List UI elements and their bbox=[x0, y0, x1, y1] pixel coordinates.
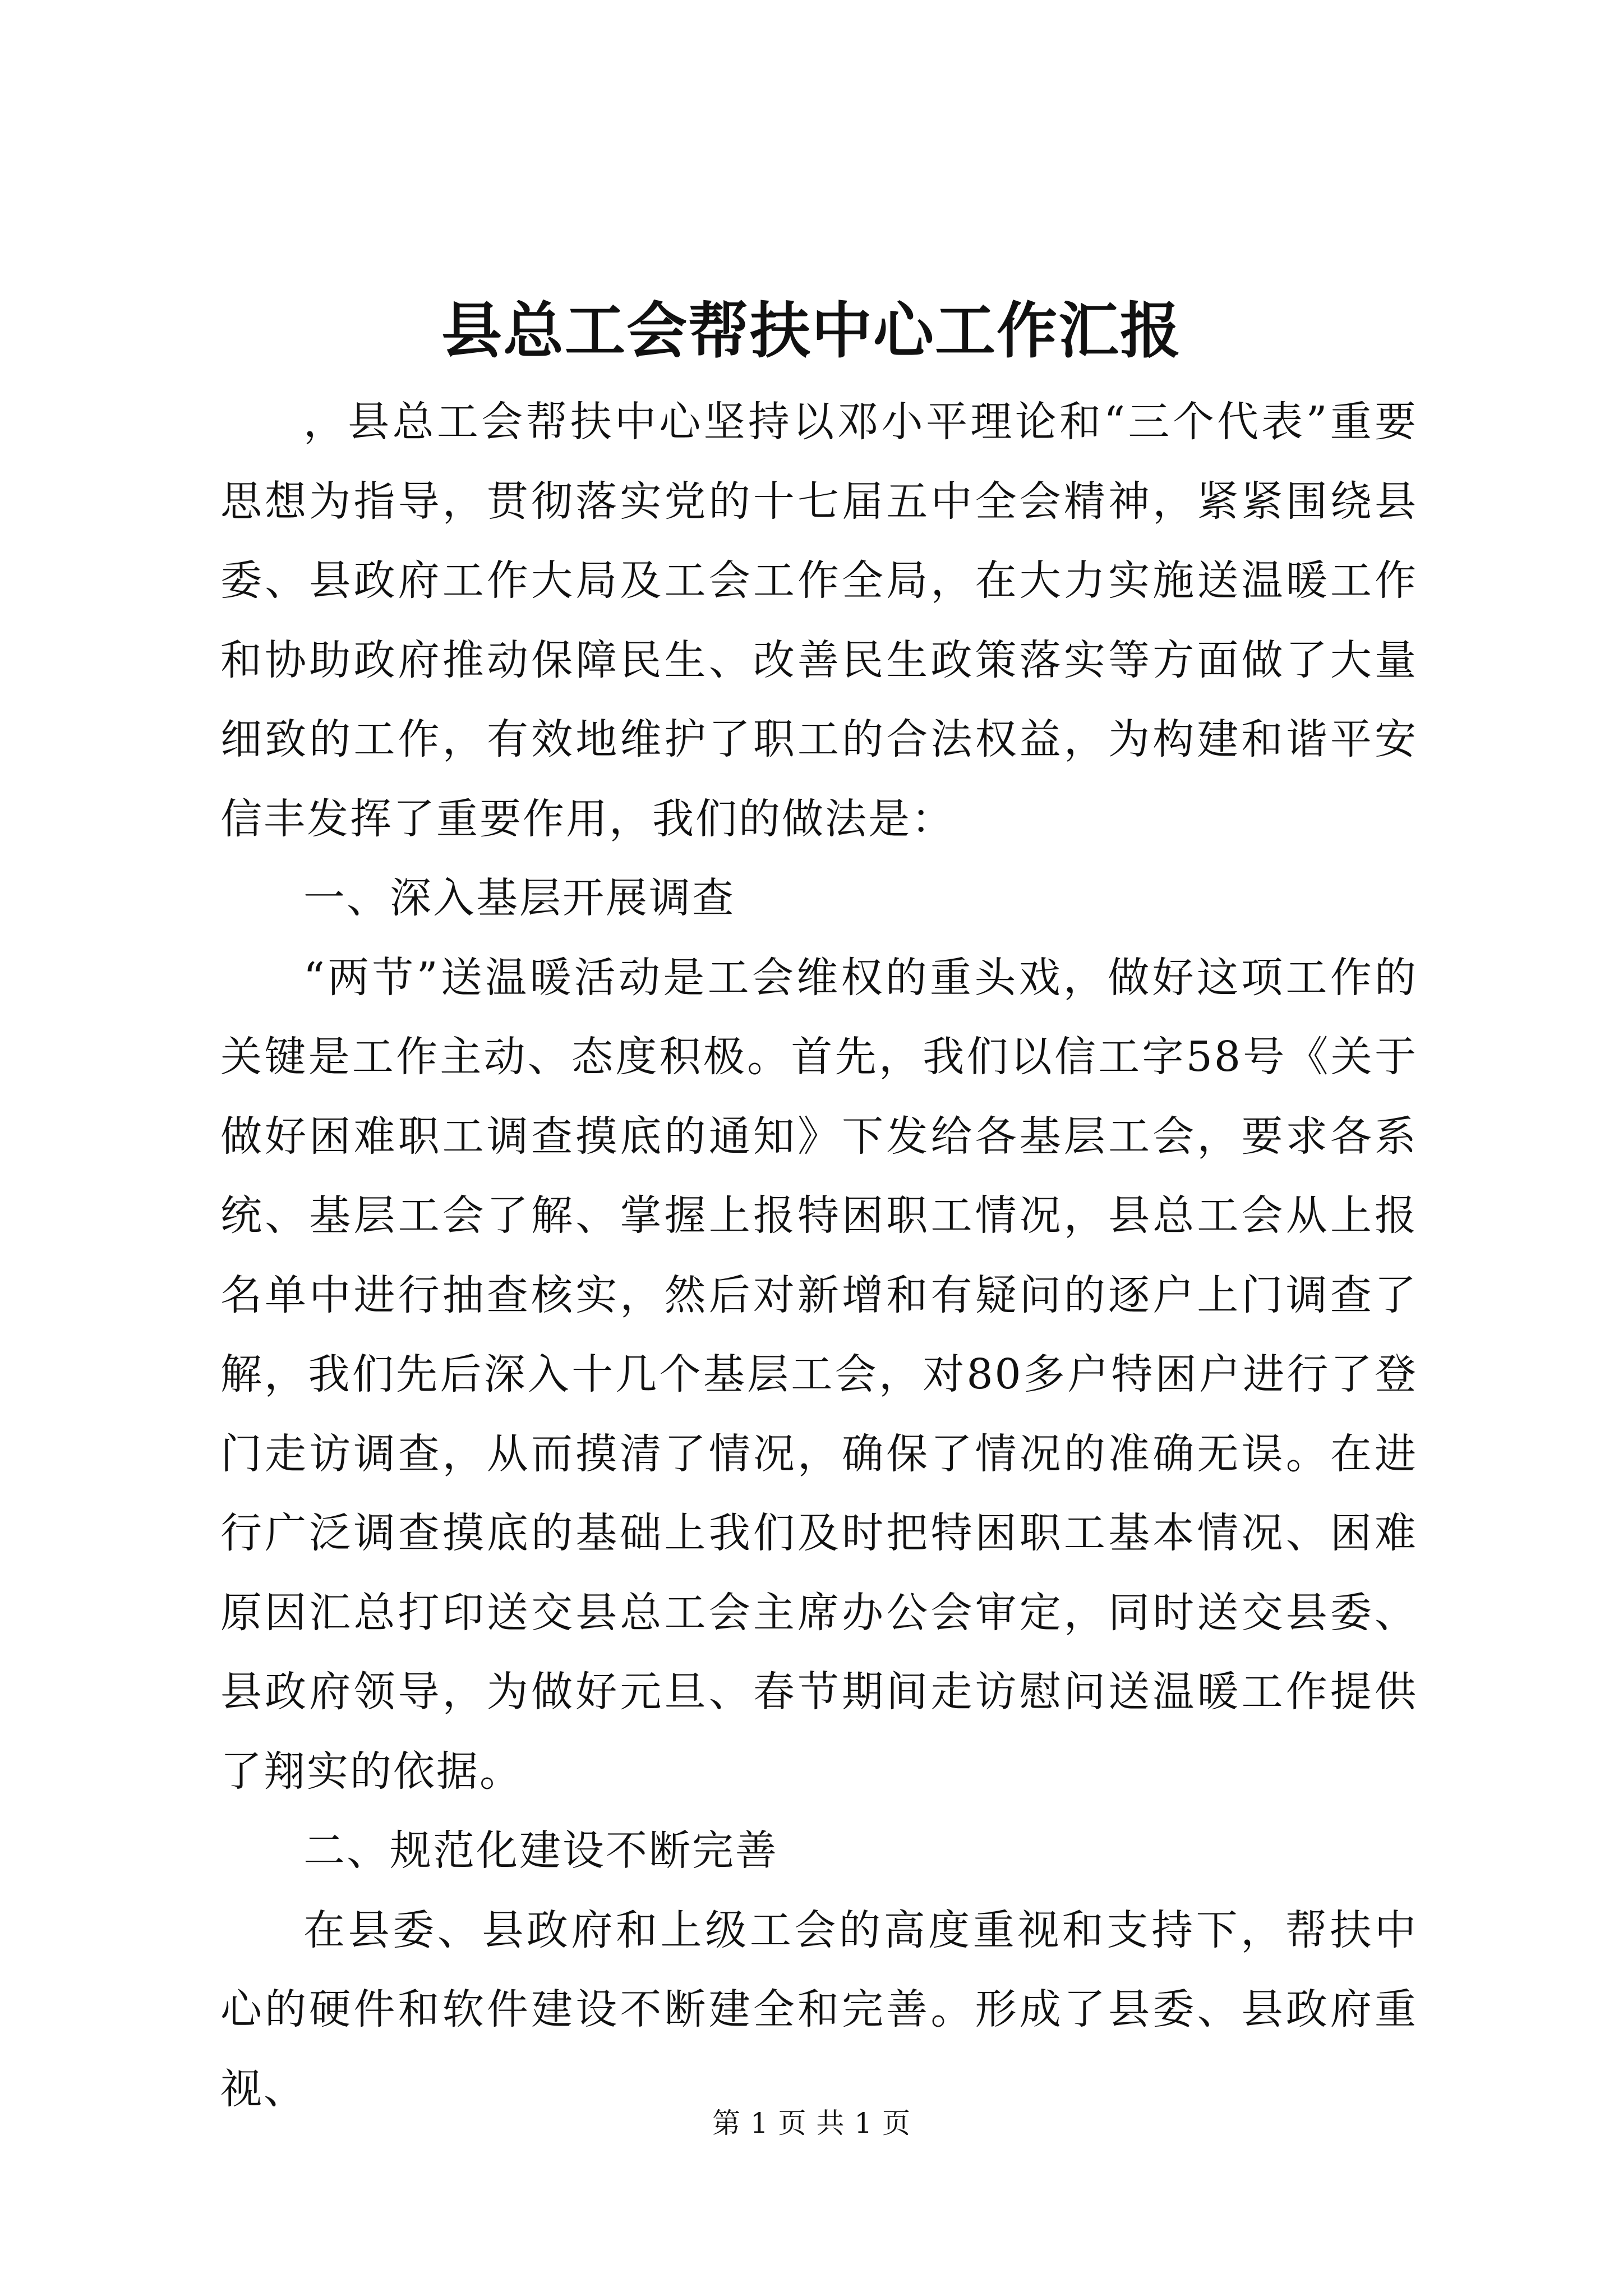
section-heading-2: 二、规范化建设不断完善 bbox=[303, 1826, 778, 1875]
document-title: 县总工会帮扶中心工作汇报 bbox=[441, 296, 1182, 366]
page-number-footer: 第 1 页 共 1 页 bbox=[712, 2107, 911, 2139]
intro-paragraph: ，县总工会帮扶中心坚持以邓小平理论和“三个代表”重要思想为指导，贯彻落实党的十七届五中全会精神，紧紧围绕县委、县政府工作大局及工会工作全局，在大力实施送温暖工作和协助政府推动保障民生、改善民生政策落实等方面做了大量细致的工作，有效地维护了职工的合法权益，为构建和谐平安信丰发挥了重要作用，我们的做法是： bbox=[220, 398, 1418, 843]
section-1-paragraph: “两节”送温暖活动是工会维权的重头戏，做好这项工作的关键是工作主动、态度积极。首先，我们以信工字58号《关于做好困难职工调查摸底的通知》下发给各基层工会，要求各系统、基层工会了解、掌握上报特困职工情况，县总工会从上报名单中进行抽查核实，然后对新增和有疑问的逐户上门调查了解，我们先后深入十几个基层工会，对80多户特困户进行了登门走访调查，从而摸清了情况，确保了情况的准确无误。在进行广泛调查摸底的基础上我们及时把特困职工基本情况、困难原因汇总打印送交县总工会主席办公会审定，同时送交县委、县政府领导，为做好元旦、春节期间走访慰问送温暖工作提供了翔实的依据。 bbox=[220, 953, 1418, 1796]
document-body bbox=[220, 383, 1418, 2129]
section-heading-1: 一、深入基层开展调查 bbox=[303, 874, 735, 922]
section-2-paragraph: 在县委、县政府和上级工会的高度重视和支持下，帮扶中心的硬件和软件建设不断建全和完善。形成了县委、县政府重视、 bbox=[220, 1906, 1418, 2113]
